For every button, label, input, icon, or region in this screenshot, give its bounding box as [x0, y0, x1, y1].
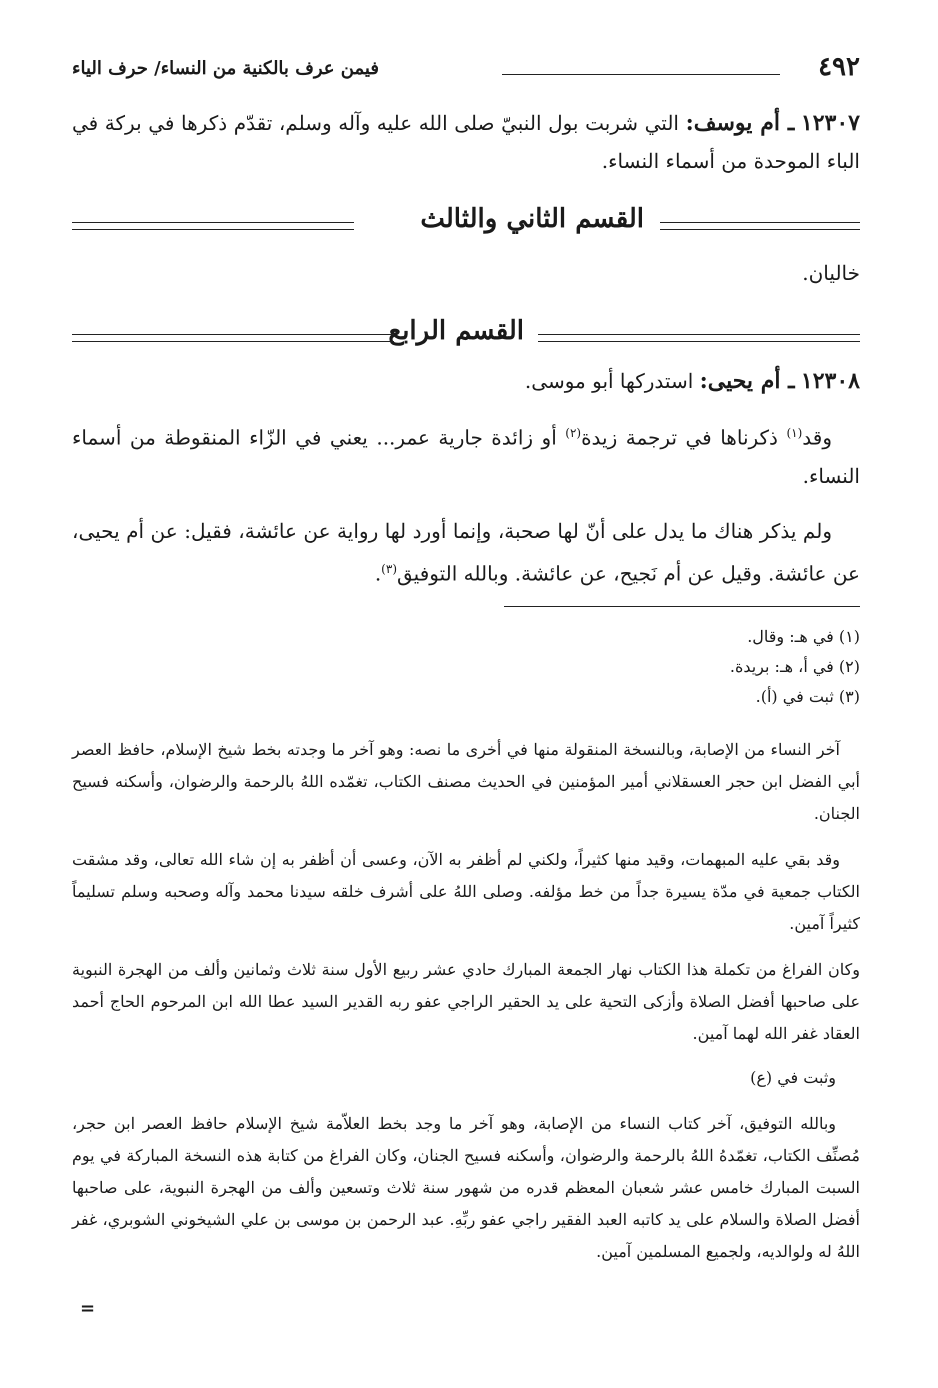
- footnote-rule: [504, 606, 860, 607]
- colophon-paragraph: وكان الفراغ من تكملة هذا الكتاب نهار الجمعة المبارك حادي عشر ربيع الأول سنة ثلاث وثمانين وألف من الهجرة النبوية على صاحبها أفضل الصلاة وأزكى التحية على يد الحقير الراجي عفو ربه القدير السيد عطا الله ابن المرحوم الحاج أحمد العقاد غفر الله لهما آمين.: [72, 960, 860, 1043]
- colophon-1: [72, 734, 860, 1050]
- entry-number: ١٢٣٠٧: [800, 110, 860, 136]
- section-body: خاليان.: [802, 261, 860, 285]
- section-title: القسم الثاني والثالث: [420, 204, 644, 234]
- footnote-ref-3[interactable]: (٣): [381, 562, 397, 576]
- footnote-1: (١) في هـ: وقال.: [747, 627, 860, 646]
- text-run: أو زائدة جارية عمر... يعني في الزّاء المنقوطة من أسماء النساء.: [72, 425, 860, 488]
- text-run: ذكرناها في ترجمة زيدة: [581, 425, 787, 450]
- text-run: وقد: [802, 425, 832, 450]
- paragraph-2: [72, 512, 860, 593]
- section-rule-left: [72, 222, 354, 230]
- colophon-paragraph: وقد بقي عليه المبهمات، وقيد منها كثيراً، ولكني لم أظفر به الآن، وعسى أن أظفر به إن شاء الله تعالى، وقد مشقت الكتاب جمعية في مدّة يسيرة جداً من خط مؤلفه. وصلى اللهُ على أشرف خلقه سيدنا محمد وآله وصحبه وسلم تسليماً كثيراً آمين.: [72, 850, 860, 933]
- text-run: ولم يذكر هناك ما يدل على أنّ لها صحبة، وإنما أورد لها رواية عن عائشة، فقيل: عن أم يحيى، عن عائشة. وقيل عن أم نَجيح، عن عائشة. وبالله التوفيق: [72, 519, 860, 586]
- text-run: .: [374, 561, 382, 586]
- entry-name: ـ أم يوسف:: [685, 110, 795, 136]
- section-rule-right: [538, 334, 860, 342]
- footnote-ref-1[interactable]: (١): [786, 426, 803, 440]
- footnotes: [72, 622, 860, 712]
- header-rule: [502, 74, 780, 75]
- colophon-paragraph: آخر النساء من الإصابة، وبالنسخة المنقولة منها في أخرى ما نصه: وهو آخر ما وجدته بخط شيخ الإسلام، حافظ العصر أبي الفضل ابن حجر العسقلاني أمير المؤمنين في الحديث مصنف الكتاب، تغمّده اللهُ بالرحمة والرضوان، وأسكنه فسيح الجنان.: [72, 740, 860, 823]
- footnote-2: (٢) في أ، هـ: بريدة.: [729, 657, 860, 676]
- page-number: ٤٩٢: [818, 52, 860, 82]
- section-title: القسم الرابع: [388, 316, 524, 346]
- entry-text: استدركها أبو موسى.: [524, 369, 694, 393]
- entry-12307: [72, 104, 860, 180]
- section-rule-left: [72, 334, 394, 342]
- section-heading-4: [72, 316, 860, 356]
- colophon-intro: وثبت في (ع): [750, 1068, 836, 1087]
- colophon-paragraph: وبالله التوفيق، آخر كتاب النساء من الإصابة، وهو آخر ما وجد بخط العلاّمة شيخ الإسلام حافظ العصر ابن حجر، مُصنِّف الكتاب، تغمّدهُ اللهُ بالرحمة والرضوان، وأسكنه فسيح الجنان، وكان الفراغ من كتابة هذه النسخة المباركة في يوم السبت المبارك خامس عشر شعبان المعظم قدره من شهور سنة ثلاث وتسعين وألف من الهجرة النبوية، على صاحبها أفضل الصلاة والسلام على يد كاتبه العبد الفقير راجي عفو ربِّهِ. عبد الرحمن بن موسى بن علي الشيخوني الشوبري، غفر اللهُ له ولوالديه، ولجميع المسلمين آمين.: [72, 1114, 861, 1261]
- running-head: [72, 52, 860, 92]
- end-mark: =: [80, 1298, 96, 1319]
- footnote-3: (٣) ثبت في (أ).: [755, 687, 860, 706]
- entry-12308: [72, 362, 860, 400]
- book-page: [72, 44, 860, 1364]
- section-rule-right: [660, 222, 860, 230]
- paragraph-1: [72, 414, 860, 495]
- colophon-2: [72, 1062, 860, 1268]
- running-title: فيمن عرف بالكنية من النساء/ حرف الياء: [72, 58, 379, 79]
- entry-text: التي شربت بول النبيّ صلى الله عليه وآله وسلم، تقدّم ذكرها في بركة في الباء الموحدة من أسماء النساء.: [72, 111, 860, 173]
- footnote-ref-2[interactable]: (٢): [565, 426, 582, 440]
- section-heading-2-3: [72, 204, 860, 244]
- entry-name: ـ أم يحيى:: [699, 368, 795, 394]
- entry-number: ١٢٣٠٨: [800, 368, 860, 394]
